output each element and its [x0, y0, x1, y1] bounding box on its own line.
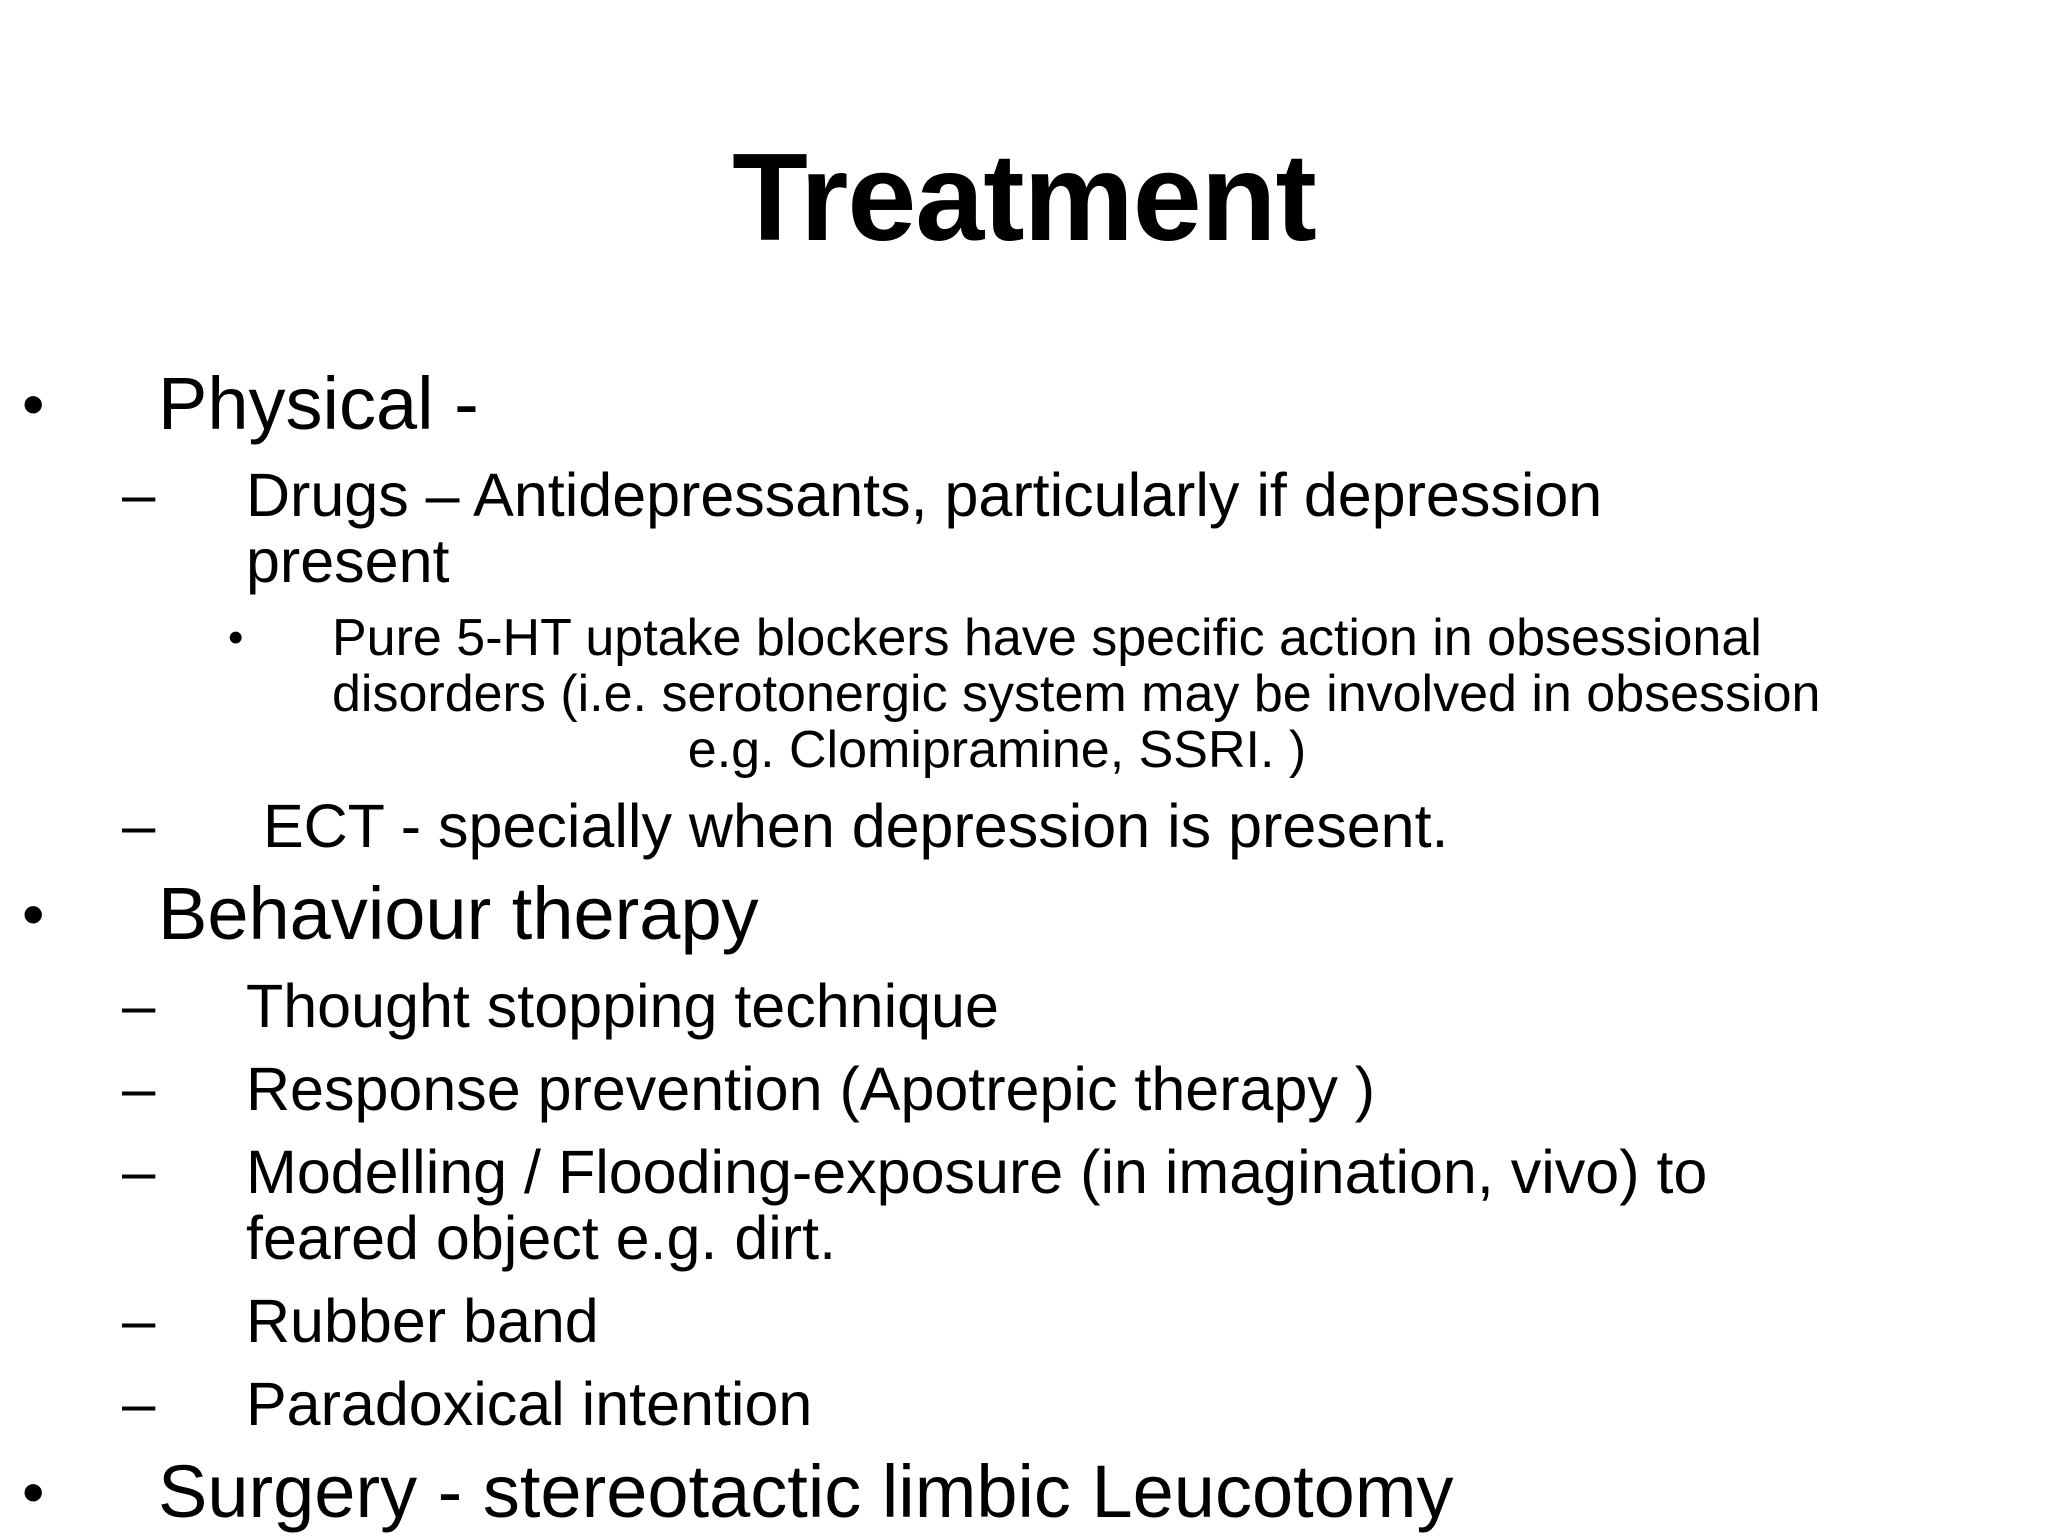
list-item-paradoxical: Paradoxical intention — [246, 1370, 813, 1438]
section-label-surgery: Surgery - stereotactic limbic Leucotomy — [158, 1450, 1454, 1533]
dash-marker: – — [122, 1138, 156, 1205]
list-item-modelling-line1: Modelling / Flooding-exposure (in imagination, vivo) to — [246, 1138, 1708, 1206]
dash-marker: – — [122, 1287, 156, 1354]
list-item-drugs-line2: present — [246, 527, 450, 595]
list-item-modelling-line2: feared object e.g. dirt. — [246, 1204, 837, 1272]
dash-marker: – — [122, 1370, 156, 1437]
dash-marker: – — [122, 1055, 156, 1122]
slide-title: Treatment — [732, 129, 1316, 267]
subitem-5ht-line1: Pure 5-HT uptake blockers have specific action in obsessional — [332, 609, 1762, 667]
subbullet-marker: • — [228, 613, 244, 662]
subitem-5ht-line3: e.g. Clomipramine, SSRI. ) — [687, 721, 1307, 779]
list-item-ect: ECT - specially when depression is present. — [246, 792, 1449, 860]
section-label-behaviour: Behaviour therapy — [158, 872, 759, 955]
bullet-marker: • — [22, 368, 45, 440]
list-item-response-prevention: Response prevention (Apotrepic therapy ) — [246, 1055, 1376, 1123]
list-item-thought-stopping: Thought stopping technique — [246, 972, 999, 1040]
dash-marker: – — [122, 972, 156, 1039]
bullet-marker: • — [22, 878, 45, 950]
dash-marker: – — [122, 792, 156, 859]
list-item-rubber-band: Rubber band — [246, 1287, 599, 1355]
list-item-drugs-line1: Drugs – Antidepressants, particularly if depression — [246, 461, 1603, 529]
bullet-marker: • — [22, 1456, 45, 1528]
dash-marker: – — [122, 461, 156, 528]
section-label-physical: Physical - — [158, 362, 479, 445]
subitem-5ht-line2: disorders (i.e. serotonergic system may be involved in obsession — [332, 665, 1821, 723]
